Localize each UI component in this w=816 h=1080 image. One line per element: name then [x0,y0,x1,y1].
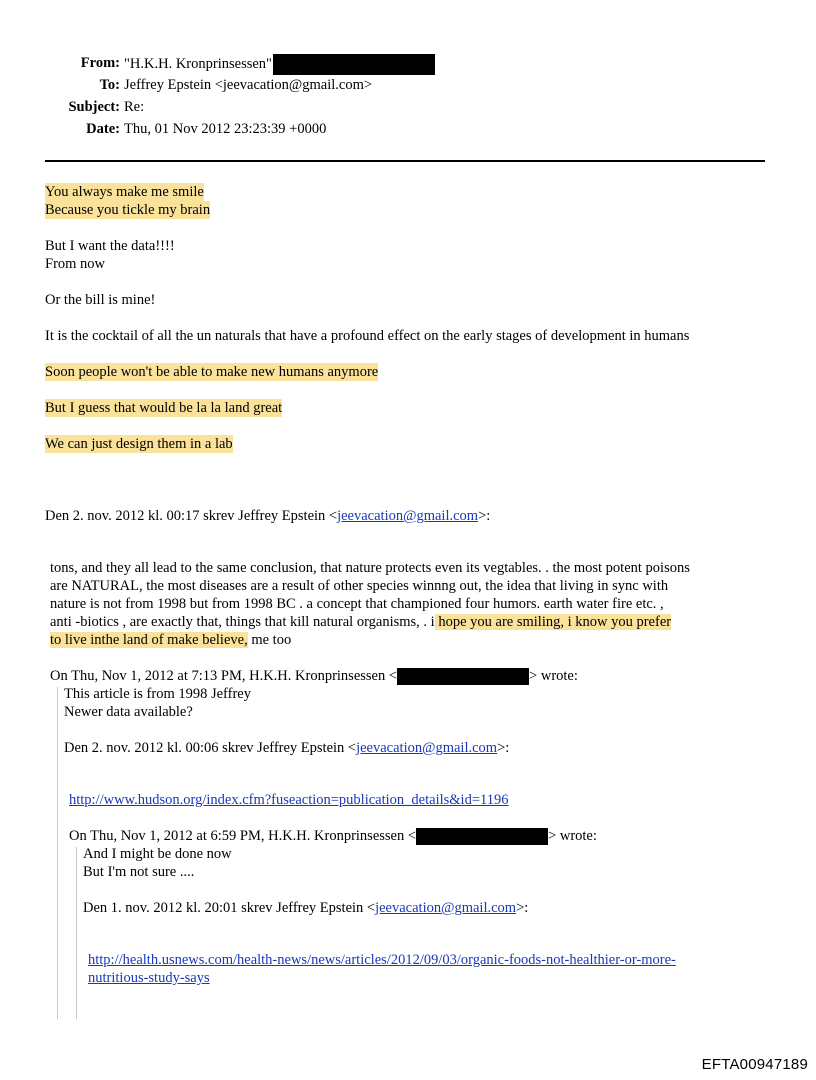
document-id: EFTA00947189 [701,1056,808,1073]
redaction-box [273,54,435,75]
body-line-tickle: Because you tickle my brain [45,202,211,218]
redaction-box [397,668,529,685]
date-row [0,120,816,142]
quote-line: But I'm not sure .... [83,864,195,880]
body-line-cocktail: It is the cocktail of all the un naturals that have a profound effect on the early stages of development in humans [45,328,690,344]
body-line-lab: We can just design them in a lab [45,436,233,452]
reply-paragraph-line: anti -biotics , are exactly that, things that kill natural organisms, . i hope you are smiling, i know you prefer [50,614,672,630]
subject-row [0,98,816,120]
to-row [0,76,816,98]
highlighted-text: hope you are smiling, i know you prefer [434,614,672,630]
quote-bar [57,687,58,1019]
date-label: Date: [86,121,120,137]
header-divider [45,160,765,162]
email-link[interactable]: jeevacation@gmail.com [375,900,517,916]
hudson-article-link[interactable]: http://www.hudson.org/index.cfm?fuseaction=publication_details&id=1196 [69,792,509,808]
reply-paragraph-line: are NATURAL, the most diseases are a result of other species winnng out, the idea that living in sync with [50,578,669,594]
reply-paragraph-line: to live inthe land of make believe, me too [50,632,292,648]
reply-paragraph-line: tons, and they all lead to the same conclusion, that nature protects even its vegtables. . the most potent poisons [50,560,690,576]
date-value: Thu, 01 Nov 2012 23:23:39 +0000 [124,121,327,137]
usnews-article-link[interactable]: http://health.usnews.com/health-news/news/articles/2012/09/03/organic-foods-not-healthier-or-more- [88,952,676,968]
quote-line: And I might be done now [83,846,232,862]
email-header [0,54,816,142]
body-line-lalaland: But I guess that would be la la land great [45,400,283,416]
body-line-humans: Soon people won't be able to make new humans anymore [45,364,379,380]
quote-attribution: On Thu, Nov 1, 2012 at 6:59 PM, H.K.H. Kronprinsessen < > wrote: [69,828,597,844]
to-value: Jeffrey Epstein <jeevacation@gmail.com> [124,77,373,93]
quote-attribution: Den 1. nov. 2012 kl. 20:01 skrev Jeffrey Epstein <jeevacation@gmail.com>: [83,900,529,916]
body-line-smile: You always make me smile [45,184,204,200]
body-line-from-now: From now [45,256,106,272]
from-label: From: [80,55,120,71]
to-label: To: [99,77,120,93]
reply-paragraph-line: nature is not from 1998 but from 1998 BC . a concept that championed four humors. earth water fire etc. , [50,596,664,612]
highlighted-text: to live inthe land of make believe, [50,632,248,648]
email-link[interactable]: jeevacation@gmail.com [337,508,479,524]
quote-bar [76,847,77,1019]
from-row [0,54,816,76]
subject-label: Subject: [68,99,120,115]
email-link[interactable]: jeevacation@gmail.com [356,740,498,756]
subject-value: Re: [124,99,145,115]
reply-attribution: Den 2. nov. 2012 kl. 00:17 skrev Jeffrey Epstein <jeevacation@gmail.com>: [45,508,491,524]
quote-line: Newer data available? [64,704,193,720]
body-line-bill: Or the bill is mine! [45,292,156,308]
from-value: "H.K.H. Kronprinsessen" [124,55,272,72]
quote-attribution: Den 2. nov. 2012 kl. 00:06 skrev Jeffrey Epstein <jeevacation@gmail.com>: [64,740,510,756]
redaction-box [416,828,548,845]
usnews-article-link-continued[interactable]: nutritious-study-says [88,970,210,986]
body-line-data: But I want the data!!!! [45,238,175,254]
quote-attribution: On Thu, Nov 1, 2012 at 7:13 PM, H.K.H. Kronprinsessen < > wrote: [50,668,578,684]
quote-line: This article is from 1998 Jeffrey [64,686,251,702]
